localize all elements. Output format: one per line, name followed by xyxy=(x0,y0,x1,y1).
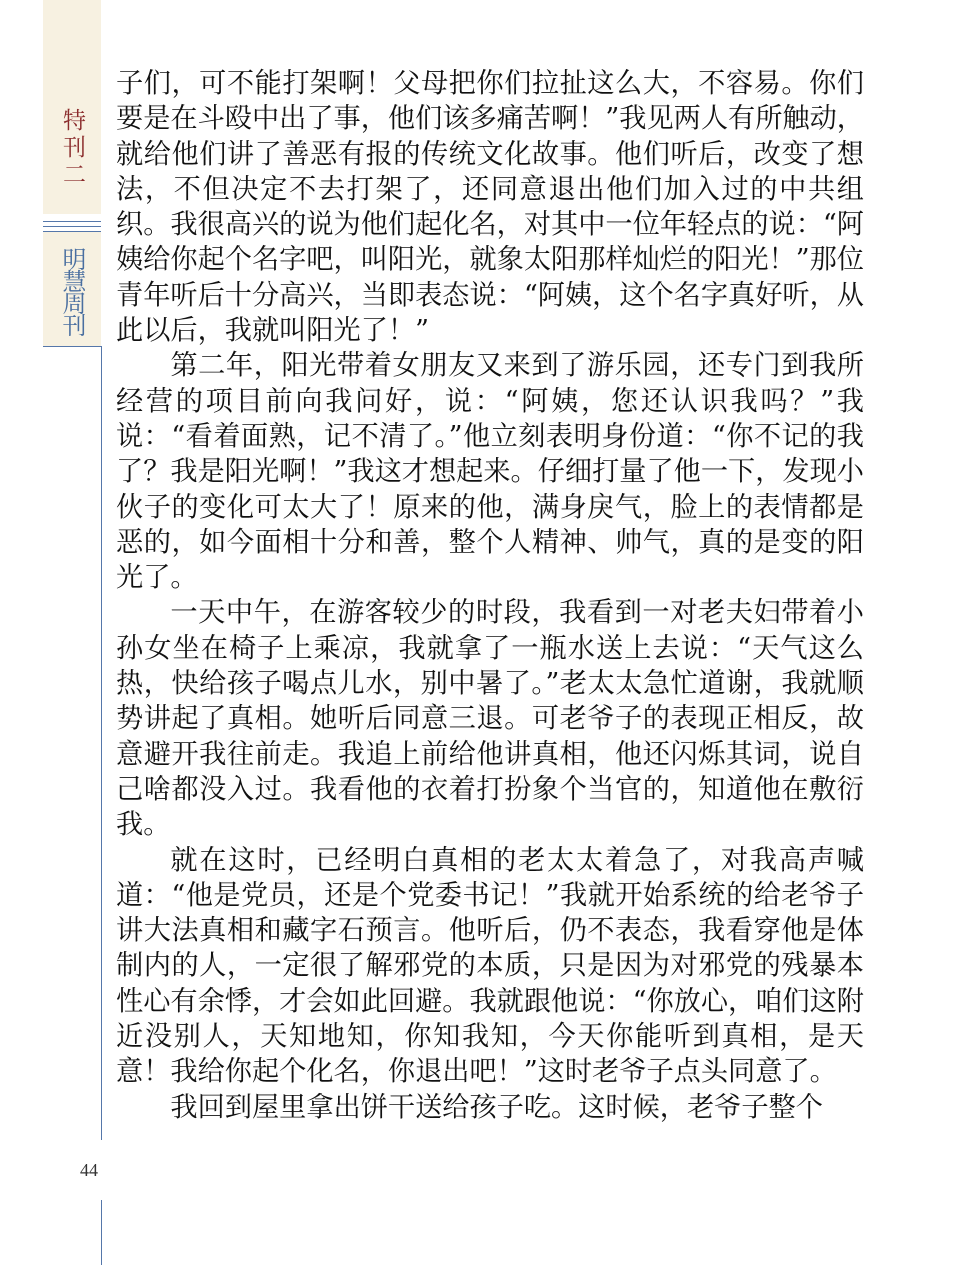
paragraph: 子们，可不能打架啊！父母把你们拉扯这么大，不容易。你们要是在斗殴中出了事，他们该多痛苦啊！”我见两人有所触动，就给他们讲了善恶有报的传统文化故事。他们听后，改变了想法，不但决定不去打架了，还同意退出他们加入过的中共组织。我很高兴的说为他们起化名，对其中一位年轻点的说：“阿姨给你起个名字吧，叫阳光，就象太阳那样灿烂的阳光！”那位青年听后十分高兴，当即表态说：“阿姨，这个名字真好听，从此以后，我就叫阳光了！” xyxy=(116,68,864,347)
divider-rule xyxy=(43,346,101,347)
paragraph: 第二年，阳光带着女朋友又来到了游乐园，还专门到我所经营的项目前向我问好，说：“阿姨，您还认识我吗？”我说：“看着面熟，记不清了。”他立刻表明身份道：“你不记的我了？我是阳光啊！”我这才想起来。仔细打量了他一下，发现小伙子的变化可太大了！原来的他，满身戾气，脸上的表情都是恶的，如今面相十分和善，整个人精神、帅气，真的是变的阳光了。 xyxy=(116,350,864,594)
article-body xyxy=(116,66,864,1125)
divider-rule xyxy=(43,221,101,222)
paragraph: 我回到屋里拿出饼干送给孩子吃。这时候，老爷子整个 xyxy=(170,1091,823,1123)
paragraph: 就在这时，已经明白真相的老太太着急了，对我高声喊道：“他是党员，还是个党委书记！”我就开始系统的给老爷子讲大法真相和藏字石预言。他听后，仍不表态，我看穿他是体制内的人，一定很了解邪党的本质，只是因为对邪党的残暴本性心有余悸，才会如此回避。我就跟他说：“你放心，咱们这附近没别人，天知地知，你知我知，今天你能听到真相，是天意！我给你起个化名，你退出吧！”这时老爷子点头同意了。 xyxy=(116,844,864,1088)
page-number: 44 xyxy=(80,1160,98,1180)
divider-rule xyxy=(43,226,101,227)
publication-label: 明慧周刊 xyxy=(58,247,86,335)
margin-line xyxy=(101,1200,102,1265)
margin-line xyxy=(101,346,102,1140)
paragraph: 一天中午，在游客较少的时段，我看到一对老夫妇带着小孙女坐在椅子上乘凉，我就拿了一瓶水送上去说：“天气这么热，快给孩子喝点儿水，别中暑了。”老太太急忙道谢，我就顺势讲起了真相。她听后同意三退。可老爷子的表现正相反，故意避开我往前走。我追上前给他讲真相，他还闪烁其词，说自己啥都没入过。我看他的衣着打扮象个当官的，知道他在敷衍我。 xyxy=(116,597,864,841)
section-label: 特刊二 xyxy=(59,108,85,189)
